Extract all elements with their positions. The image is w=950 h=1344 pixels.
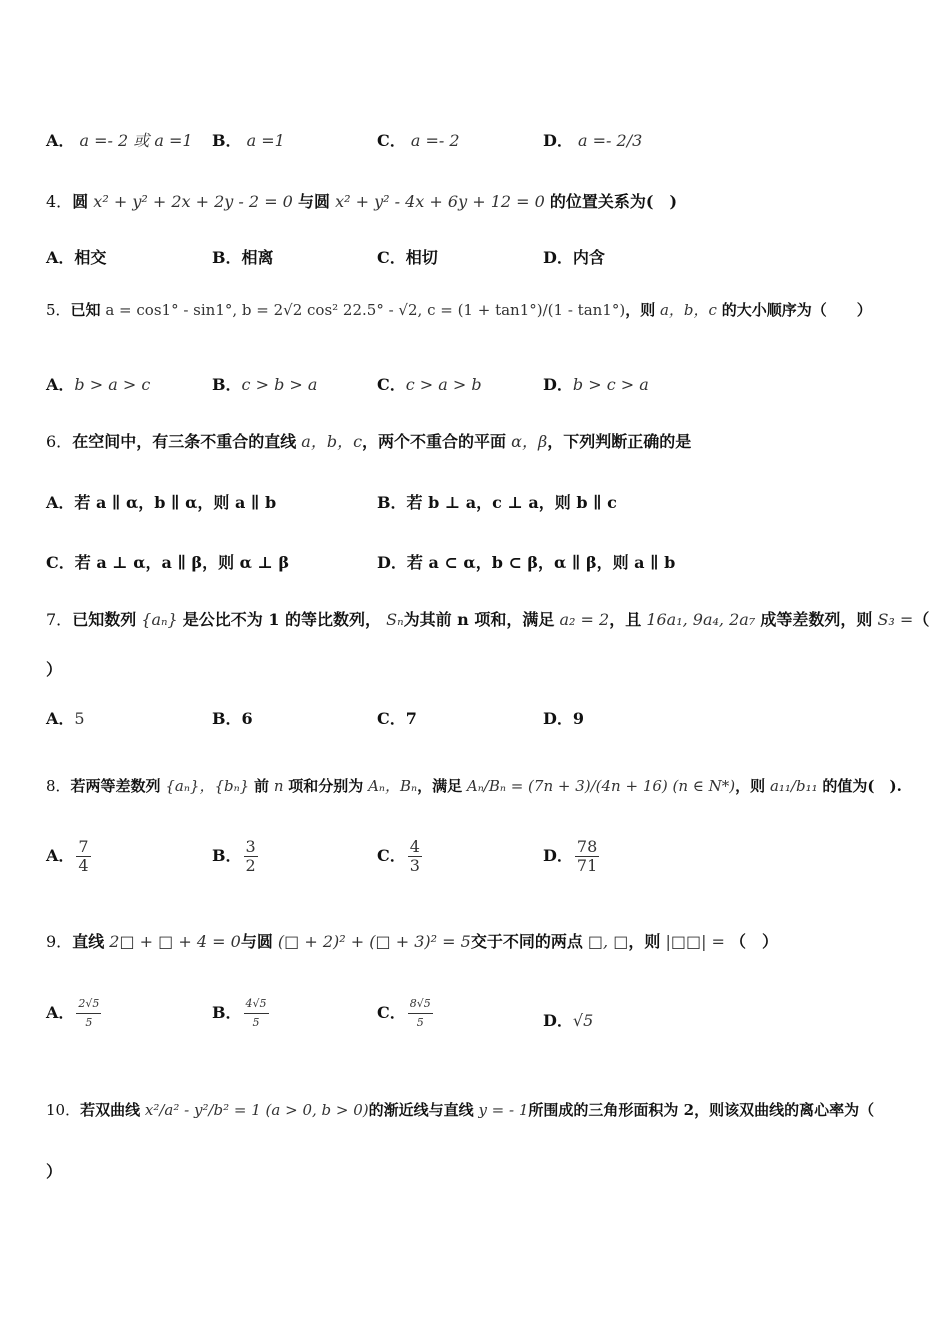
q5-text-c: 的大小顺序为（ ） [721, 301, 872, 319]
q10-close-paren: ） [46, 1162, 63, 1181]
q8-sums: Aₙ，Bₙ [368, 777, 418, 795]
q3-option-d-math: a =- 2/3 [577, 131, 643, 150]
q6-option-c-label: C． [46, 553, 75, 572]
q6-planes: α，β [511, 432, 548, 451]
q9-option-c-num: 8√5 [408, 995, 433, 1014]
q7-option-b [212, 706, 253, 729]
q8-text-a: 若两等差数列 [70, 777, 161, 795]
q8-option-a-label: A． [46, 846, 75, 865]
q7-text-e: 成等差数列，则 [760, 610, 873, 629]
q3-option-b-label: B． [212, 131, 242, 150]
q4-option-c [377, 245, 438, 268]
q7-cond: a₂ = 2 [559, 610, 610, 629]
q5-option-c-math: c > a > b [405, 375, 482, 394]
q6-option-d [377, 550, 675, 573]
q7-text-c: 为其前 n 项和，满足 [403, 610, 555, 629]
q6-text-c: ，下列判断正确的是 [547, 432, 692, 451]
q5-option-c-label: C． [377, 375, 406, 394]
q4-option-b [212, 245, 274, 268]
q5-number: 5． [46, 301, 71, 319]
q4-eq1: x² + y² + 2x + 2y - 2 = 0 [93, 192, 293, 211]
q3-option-a-label: A． [46, 131, 75, 150]
q6-option-c [46, 550, 289, 573]
q4-eq2: x² + y² - 4x + 6y + 12 = 0 [335, 192, 545, 211]
q8-n: n [273, 777, 284, 795]
q4-option-a-label: A． [46, 248, 75, 267]
q6-lines: a，b，c [301, 432, 363, 451]
q7-text-d: ，且 [609, 610, 642, 629]
q3-option-b-math: a =1 [246, 131, 285, 150]
q6-option-c-text: 若 a ⊥ α，a ∥ β，则 α ⊥ β [74, 553, 290, 572]
q6-stem [46, 432, 906, 452]
q8-option-c-den: 3 [409, 856, 420, 875]
q5-option-b-label: B． [212, 375, 242, 394]
q8-option-d-label: D． [543, 846, 573, 865]
q5-option-d [543, 372, 649, 395]
q9-line: 2□ + □ + 4 = 0 [109, 932, 241, 951]
q8-text-d: ，满足 [417, 777, 463, 795]
q5-option-a-label: A． [46, 375, 75, 394]
q3-option-c-label: C． [377, 131, 406, 150]
q8-text-f: 的值为( ). [822, 777, 902, 795]
q8-option-b [212, 838, 260, 875]
q4-option-b-text: 相离 [241, 248, 274, 267]
q7-option-b-text: 6 [241, 709, 253, 728]
q10-text-c: 所围成的三角形面积为 2，则该双曲线的离心率为（ [528, 1101, 875, 1119]
q9-option-a-den: 5 [85, 1016, 93, 1029]
q8-option-a-den: 4 [78, 856, 89, 875]
q7-number: 7． [46, 610, 73, 629]
q7-option-c-label: C． [377, 709, 406, 728]
q10-number: 10． [46, 1101, 81, 1119]
q3-option-d-label: D． [543, 131, 573, 150]
q6-option-b [377, 490, 617, 513]
q8-text-c: 项和分别为 [288, 777, 364, 795]
q9-text-a: 直线 [72, 932, 105, 951]
q4-text-a: 圆 [72, 192, 89, 211]
q8-option-a [46, 838, 93, 875]
q8-ratio: Aₙ/Bₙ = (7n + 3)/(4n + 16) (n ∈ N*) [466, 777, 736, 795]
q6-option-a-label: A． [46, 493, 75, 512]
q7-sn: Sₙ [386, 610, 404, 629]
q9-option-b-label: B． [212, 1003, 242, 1022]
q5-stem [46, 300, 906, 320]
q3-option-b [212, 128, 285, 151]
q8-option-c [377, 838, 424, 875]
q6-number: 6． [46, 432, 73, 451]
q9-option-a-num: 2√5 [76, 995, 101, 1014]
q4-text-c: 的位置关系为( ) [549, 192, 678, 211]
q3-option-a-math: a =- 2 或 a =1 [79, 131, 193, 150]
q4-option-a [46, 245, 106, 268]
q10-text-b: 的渐近线与直线 [368, 1101, 474, 1119]
q3-option-d [543, 128, 642, 151]
q10-text-a: 若双曲线 [80, 1101, 141, 1119]
q6-option-d-text: 若 a ⊂ α，b ⊂ β，α ∥ β，则 a ∥ b [406, 553, 676, 572]
q9-option-d-label: D． [543, 1011, 573, 1030]
q7-cond2: 16a₁, 9a₄, 2a₇ [646, 610, 756, 629]
q4-option-a-text: 相交 [74, 248, 107, 267]
q8-option-b-num: 3 [245, 837, 256, 856]
q8-option-d-den: 71 [576, 856, 598, 875]
q7-option-d [543, 706, 584, 729]
q3-option-c [377, 128, 460, 151]
q5-math: a = cos1° - sin1°, b = 2√2 cos² 22.5° - √2, c = (1 + tan1°)/(1 - tan1°) [105, 301, 626, 319]
q6-option-d-label: D． [377, 553, 407, 572]
q8-option-d [543, 838, 601, 875]
q9-option-b-den: 5 [252, 1016, 260, 1029]
q7-stem [46, 610, 930, 630]
q9-points: □, □ [587, 932, 629, 951]
q9-text-d: ，则 [628, 932, 661, 951]
q7-seq: {aₙ} [141, 610, 178, 629]
q5-option-a [46, 372, 150, 395]
q7-text-f: （ [913, 610, 930, 629]
q8-option-c-num: 4 [409, 837, 420, 856]
q5-text-a: 已知 [70, 301, 101, 319]
q9-option-a-label: A． [46, 1003, 75, 1022]
q5-option-a-math: b > a > c [74, 375, 151, 394]
q9-dist: |□□| = [665, 932, 725, 951]
q7-option-a-text: 5 [74, 709, 85, 728]
q5-option-b [212, 372, 317, 395]
q6-text: 在空间中，有三条不重合的直线 [72, 432, 297, 451]
q7-s3: S₃ = [877, 610, 914, 629]
q9-option-c-label: C． [377, 1003, 406, 1022]
q9-option-b-num: 4√5 [244, 995, 269, 1014]
q9-number: 9． [46, 932, 73, 951]
q7-text-a: 已知数列 [72, 610, 137, 629]
q9-text-e: （ ） [730, 932, 779, 951]
q9-stem [46, 932, 906, 952]
q9-circle: (□ + 2)² + (□ + 3)² = 5 [277, 932, 471, 951]
q9-option-c [377, 995, 435, 1032]
q7-close-paren: ） [46, 660, 63, 679]
q9-option-a [46, 995, 103, 1032]
q4-option-d-label: D． [543, 248, 573, 267]
q10-line: y = - 1 [478, 1101, 529, 1119]
q4-option-b-label: B． [212, 248, 242, 267]
q10-stem [46, 1100, 906, 1120]
q6-text-b: ，两个不重合的平面 [362, 432, 507, 451]
q8-text-b: 前 [254, 777, 270, 795]
q6-option-a-text: 若 a ∥ α，b ∥ α，则 a ∥ b [74, 493, 277, 512]
q8-option-a-num: 7 [78, 837, 89, 856]
q7-option-c-text: 7 [405, 709, 417, 728]
q4-text-b: 与圆 [297, 192, 330, 211]
q8-option-d-num: 78 [576, 837, 598, 856]
q7-option-d-label: D． [543, 709, 573, 728]
q5-text-b: ，则 [625, 301, 656, 319]
q8-text-e: ，则 [735, 777, 766, 795]
q8-option-b-den: 2 [245, 856, 256, 875]
q8-stem [46, 776, 906, 796]
q4-stem [46, 192, 906, 212]
q4-option-d-text: 内含 [572, 248, 605, 267]
q8-seqs: {aₙ}，{bₙ} [165, 777, 250, 795]
q4-option-c-label: C． [377, 248, 406, 267]
q6-option-a [46, 490, 276, 513]
q3-option-c-math: a =- 2 [410, 131, 460, 150]
q9-text-c: 交于不同的两点 [470, 932, 583, 951]
q4-option-c-text: 相切 [405, 248, 438, 267]
q6-option-b-label: B． [377, 493, 407, 512]
q5-option-b-math: c > b > a [241, 375, 318, 394]
q7-option-d-text: 9 [572, 709, 585, 728]
q9-option-b [212, 995, 271, 1032]
q5-option-d-math: b > c > a [572, 375, 649, 394]
q9-option-c-den: 5 [416, 1016, 424, 1029]
q4-option-d [543, 245, 605, 268]
q5-option-d-label: D． [543, 375, 573, 394]
q7-option-a-label: A． [46, 709, 75, 728]
q5-option-c [377, 372, 482, 395]
q10-eq: x²/a² - y²/b² = 1 (a > 0, b > 0) [144, 1101, 369, 1119]
q3-option-a [46, 128, 193, 151]
q8-target: a₁₁/b₁₁ [769, 777, 818, 795]
q9-option-d [543, 1008, 593, 1031]
q7-option-a [46, 706, 85, 729]
q7-text-b: 是公比不为 1 的等比数列， [182, 610, 382, 629]
q8-option-c-label: C． [377, 846, 406, 865]
q8-option-b-label: B． [212, 846, 242, 865]
q5-vars: a，b，c [659, 301, 717, 319]
q7-option-c [377, 706, 417, 729]
q9-option-d-text: √5 [572, 1011, 594, 1030]
q7-option-b-label: B． [212, 709, 242, 728]
q8-number: 8． [46, 777, 71, 795]
q6-option-b-text: 若 b ⊥ a，c ⊥ a，则 b ∥ c [406, 493, 617, 512]
q4-number: 4． [46, 192, 73, 211]
q9-text-b: 与圆 [240, 932, 273, 951]
